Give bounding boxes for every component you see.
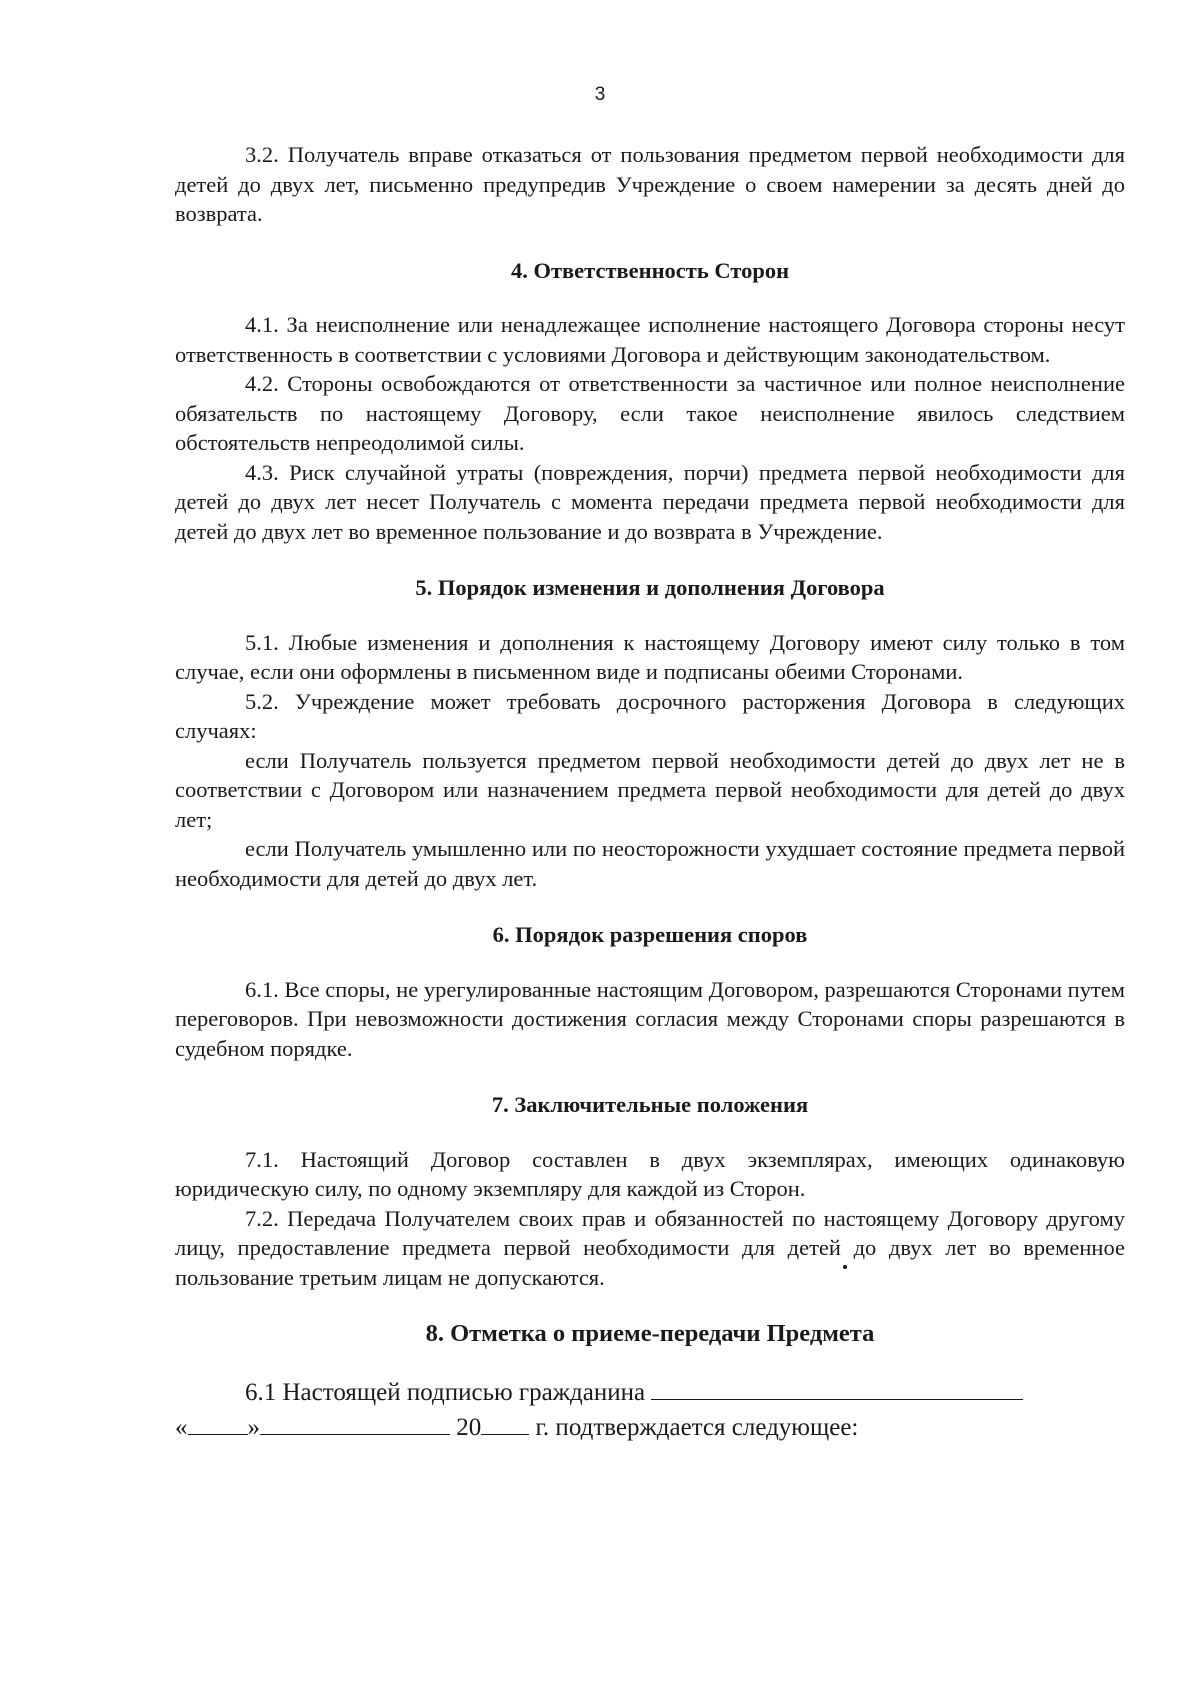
clause-6-1: 6.1. Все споры, не урегулированные настоящим Договором, разрешаются Сторонами путем переговоров. При невозможности достижения согласия между Сторонами споры разрешаются в судебном порядке. [175,976,1125,1061]
section-4-title: 4. Ответственность Сторон [510,257,790,283]
signature-line-text: 6.1 Настоящей подписью гражданина [245,1378,646,1406]
clause-5-2: 5.2. Учреждение может требовать досрочного расторжения Договора в следующих случаях: [175,688,1125,743]
section-8-title: 8. Отметка о приеме-передачи Предмета [425,1320,875,1347]
date-line [175,1410,1125,1445]
day-blank[interactable] [188,1412,248,1435]
close-quote: » [247,1413,260,1441]
page-number: 3 [594,84,606,105]
section-6-title: 6. Порядок разрешения споров [492,922,808,947]
clause-5-2-case-a: если Получатель пользуется предметом первой необходимости детей до двух лет не в соответствии с Договором или назначением предмета первой необходимости для детей до двух лет; [175,747,1125,832]
clause-7-1: 7.1. Настоящий Договор составлен в двух экземплярах, имеющих одинаковую юридическую силу, по одному экземпляру для каждой из Сторон. [175,1146,1125,1201]
document-body [175,140,1125,1445]
signature-line [175,1375,1125,1410]
section-5-title: 5. Порядок изменения и дополнения Договора [415,575,885,600]
scan-speck [843,1265,847,1269]
month-blank[interactable] [260,1412,450,1435]
clause-7-2: 7.2. Передача Получателем своих прав и обязанностей по настоящему Договору другому лицу, предоставление предмета первой необходимости для детей до двух лет во временное пользование третьим лицам не допускаются. [175,1205,1125,1290]
citizen-name-blank[interactable] [651,1377,1023,1400]
clause-5-2-case-b: если Получатель умышленно или по неосторожности ухудшает состояние предмета первой необходимости для детей до двух лет. [175,836,1125,891]
signature-block [175,1375,1125,1445]
year-blank[interactable] [481,1412,529,1435]
clause-4-2: 4.2. Стороны освобождаются от ответственности за частичное или полное неисполнение обязательств по настоящему Договору, если такое неисполнение явилось следствием обстоятельств непреодолимой силы. [175,371,1125,455]
clause-3-2: 3.2. Получатель вправе отказаться от пользования предметом первой необходимости для детей до двух лет, письменно предупредив Учреждение о своем намерении за десять дней до возврата. [175,142,1125,226]
clause-4-1: 4.1. За неисполнение или ненадлежащее исполнение настоящего Договора стороны несут ответственность в соответствии с условиями Договора и действующим законодательством. [175,312,1125,367]
date-line-text: г. подтверждается следующее: [535,1413,859,1441]
year-prefix: 20 [456,1413,482,1441]
clause-5-1: 5.1. Любые изменения и дополнения к настоящему Договору имеют силу только в том случае, если они оформлены в письменном виде и подписаны обеими Сторонами. [175,629,1125,684]
clause-4-3: 4.3. Риск случайной утраты (повреждения, порчи) предмета первой необходимости для детей до двух лет несет Получатель с момента передачи предмета первой необходимости для детей до двух лет во временное пользование и до возврата в Учреждение. [175,459,1125,544]
section-7-title: 7. Заключительные положения [491,1092,809,1117]
open-quote: « [175,1413,188,1441]
